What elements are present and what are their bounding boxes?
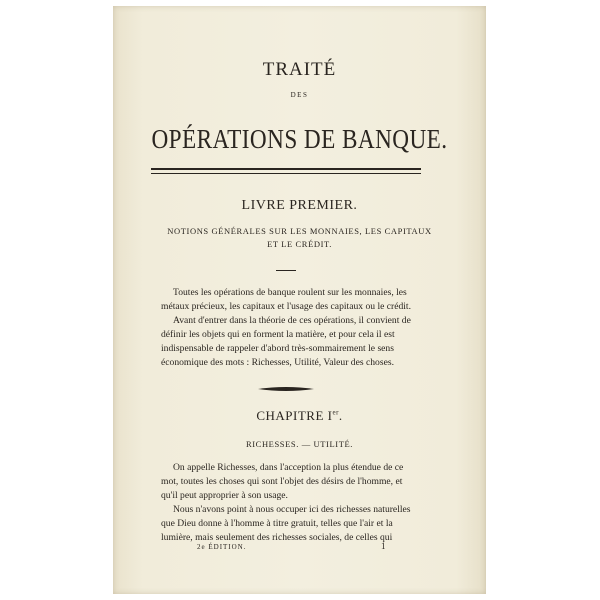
intro-paragraph xyxy=(161,286,426,370)
intro-line: Toutes les opérations de banque roulent sur les monnaies, les xyxy=(173,287,407,298)
intro-line: indispensable de rappeler d'abord très-sommairement le sens xyxy=(161,343,394,354)
chapter-superscript: er xyxy=(332,408,339,417)
book-page xyxy=(113,6,486,594)
page-number: 1 xyxy=(381,541,386,551)
title-des: DES xyxy=(290,91,309,99)
body-line: Nous n'avons point à nous occuper ici des richesses naturelles xyxy=(173,504,411,515)
section-dash xyxy=(276,270,296,271)
intro-line: économique des mots : Richesses, Utilité, Valeur des choses. xyxy=(161,357,394,368)
chapter-period: . xyxy=(338,408,343,423)
ornament-divider xyxy=(258,386,314,392)
body-line: mot, toutes les choses qui sont l'objet des désirs de l'homme, et xyxy=(161,476,403,487)
intro-line: Avant d'entrer dans la théorie de ces opérations, il convient de xyxy=(173,315,411,326)
title-line-1: TRAITÉ xyxy=(262,59,337,80)
footer-edition: 2e ÉDITION. xyxy=(197,543,247,551)
body-paragraph xyxy=(161,461,426,545)
body-line: que Dieu donne à l'homme à titre gratuit, telles que l'air et la xyxy=(161,518,393,529)
notions-line-1: NOTIONS GÉNÉRALES SUR LES MONNAIES, LES CAPITAUX xyxy=(167,226,432,236)
title-line-2: OPÉRATIONS DE BANQUE. xyxy=(151,124,448,154)
body-line: qu'il peut approprier à son usage. xyxy=(161,490,288,501)
title-rule-thick xyxy=(151,168,421,170)
intro-line: métaux précieux, les capitaux et l'usage des capitaux ou le crédit. xyxy=(161,301,411,312)
title-rule-thin xyxy=(151,173,421,174)
chapter-heading xyxy=(113,408,486,424)
body-line: On appelle Richesses, dans l'acception la plus étendue de ce xyxy=(173,462,404,473)
chapter-label: CHAPITRE I xyxy=(256,408,333,423)
intro-line: définir les objets qui en forment la matière, et pour cela il est xyxy=(161,329,395,340)
body-line: lumière, mais seulement des richesses sociales, de celles qui xyxy=(161,532,393,543)
livre-heading: LIVRE PREMIER. xyxy=(241,198,358,213)
notions-line-2: ET LE CRÉDIT. xyxy=(267,239,332,249)
section-title: RICHESSES. — UTILITÉ. xyxy=(245,439,354,449)
